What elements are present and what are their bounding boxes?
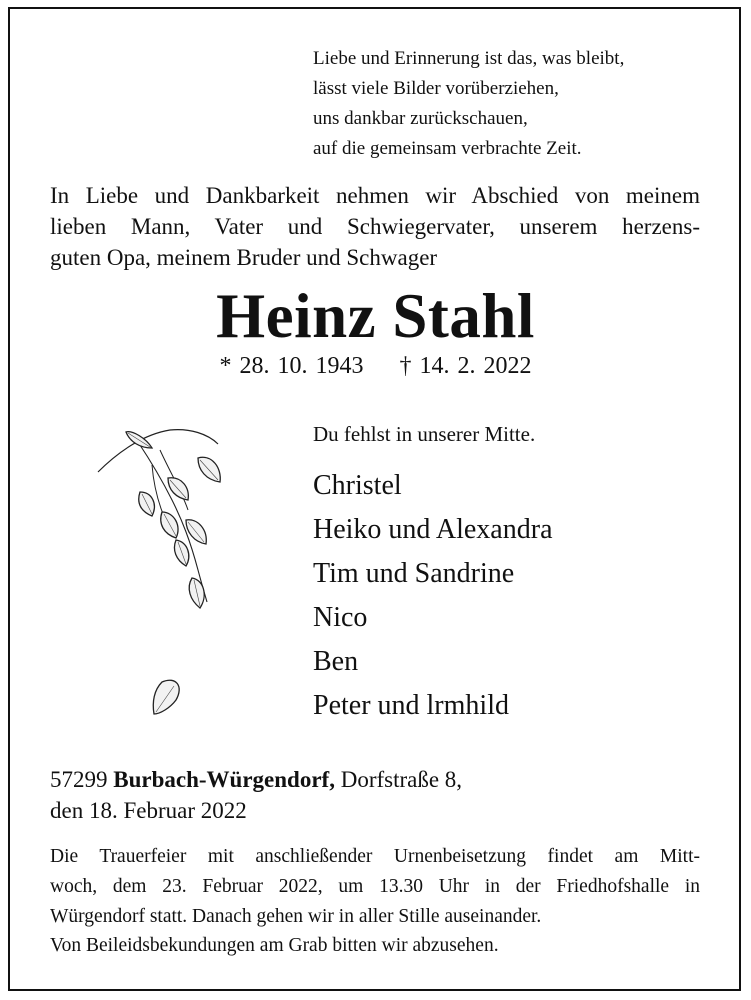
town: Burbach-Würgendorf, (113, 767, 335, 792)
address-line (50, 764, 462, 795)
family-member: Christel (313, 470, 402, 501)
family-member: Ben (313, 646, 359, 677)
family-member: Nico (313, 602, 368, 633)
condolence-note: Von Beileidsbekundungen am Grab bitten wir abzusehen. (50, 935, 499, 956)
postcode: 57299 (50, 767, 108, 792)
poem (313, 44, 624, 164)
intro-text (50, 180, 700, 273)
poem-line: uns dankbar zurückschauen, (313, 108, 528, 129)
poem-line: lässt viele Bilder vorüberziehen, (313, 78, 559, 99)
family-list (313, 464, 553, 728)
family-member: Peter und lrmhild (313, 690, 509, 721)
service-line: Die Trauerfeier mit anschließender Urnenbeisetzung findet am Mitt- (50, 846, 700, 867)
intro-line: In Liebe und Dankbarkeit nehmen wir Abschied von meinem (50, 183, 700, 208)
service-line: woch, dem 23. Februar 2022, um 13.30 Uhr in der Friedhofshalle in (50, 876, 700, 897)
birth-date: * 28. 10. 1943 (219, 353, 364, 379)
missing-text: Du fehlst in unserer Mitte. (313, 422, 536, 446)
family-member: Tim und Sandrine (313, 558, 515, 589)
poem-line: auf die gemeinsam verbrachte Zeit. (313, 138, 582, 159)
life-dates (0, 353, 751, 380)
birch-branch-icon (90, 420, 240, 730)
poem-line: Liebe und Erinnerung ist das, was bleibt, (313, 48, 625, 69)
intro-line: lieben Mann, Vater und Schwiegervater, unserem herzens- (50, 214, 700, 239)
service-line: Würgendorf statt. Danach gehen wir in aller Stille auseinander. (50, 906, 542, 927)
date-line: den 18. Februar 2022 (50, 798, 247, 823)
intro-line: guten Opa, meinem Bruder und Schwager (50, 245, 438, 270)
family-member: Heiko und Alexandra (313, 514, 553, 545)
deceased-name: Heinz Stahl (216, 281, 535, 351)
death-date: † 14. 2. 2022 (399, 353, 532, 379)
address-block (50, 764, 462, 826)
service-info (50, 842, 700, 932)
street: Dorfstraße 8, (340, 767, 463, 792)
